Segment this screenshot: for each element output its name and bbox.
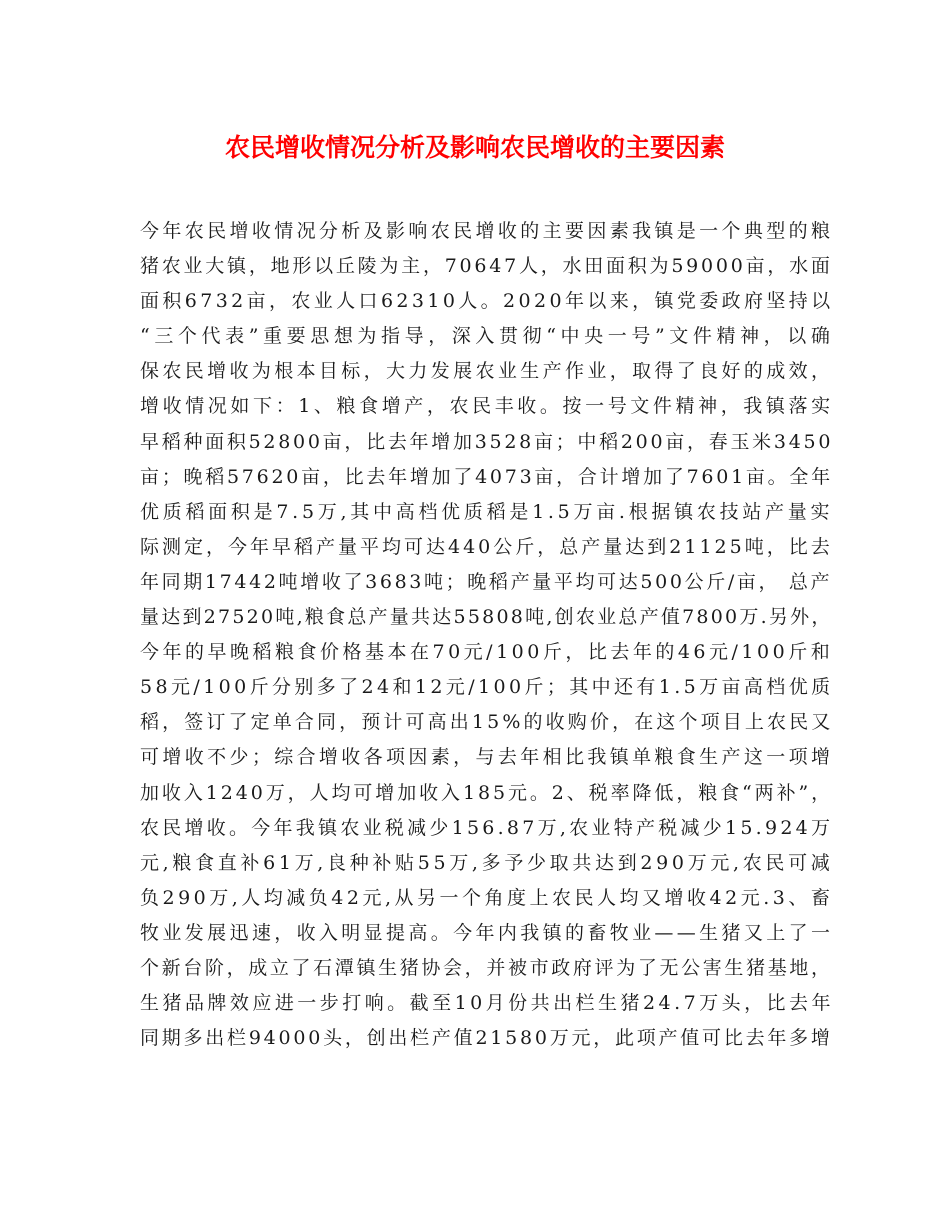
body-line: 增收情况如下：1、粮食增产，农民丰收。按一号文件精神，我镇落实 [140, 395, 834, 418]
body-line: 年同期17442吨增收了3683吨；晚稻产量平均可达500公斤/亩， 总产 [140, 570, 833, 593]
body-line: 生猪品牌效应进一步打响。截至10月份共出栏生猪24.7万头，比去年 [140, 992, 834, 1015]
body-line: 农民增收。今年我镇农业税减少156.87万,农业特产税减少15.924万 [140, 816, 834, 839]
document-body [140, 214, 835, 1056]
document-title: 农民增收情况分析及影响农民增收的主要因素 [224, 133, 725, 162]
body-line: 猪农业大镇，地形以丘陵为主，70647人，水田面积为59000亩，水面 [140, 255, 833, 278]
body-line: 际测定，今年早稻产量平均可达440公斤，总产量达到21125吨，比去 [140, 535, 833, 558]
body-line: 稻，签订了定单合同，预计可高出15%的收购价，在这个项目上农民又 [140, 711, 834, 734]
body-line: 量达到27520吨,粮食总产量共达55808吨,创农业总产值7800万.另外， [140, 606, 833, 629]
body-line: 元,粮食直补61万,良种补贴55万,多予少取共达到290万元,农民可减 [140, 851, 834, 874]
body-line: 个新台阶，成立了石潭镇生猪协会，并被市政府评为了无公害生猪基地， [140, 956, 833, 979]
body-line: 面积6732亩，农业人口62310人。2020年以来，镇党委政府坚持以 [140, 290, 834, 313]
body-line: 今年农民增收情况分析及影响农民增收的主要因素我镇是一个典型的粮 [140, 220, 834, 242]
body-line: 可增收不少；综合增收各项因素，与去年相比我镇单粮食生产这一项增 [140, 746, 834, 769]
body-line: 加收入1240万，人均可增加收入185元。2、税率降低，粮食“两补”， [140, 781, 834, 804]
body-line: 58元/100斤分别多了24和12元/100斤；其中还有1.5万亩高档优质 [140, 676, 834, 699]
body-line: 亩；晚稻57620亩，比去年增加了4073亩，合计增加了7601亩。全年 [140, 465, 833, 488]
body-line: 同期多出栏94000头，创出栏产值21580万元，此项产值可比去年多增 [140, 1027, 833, 1050]
body-line: 今年的早晚稻粮食价格基本在70元/100斤，比去年的46元/100斤和 [140, 641, 834, 664]
body-line: 早稻种面积52800亩，比去年增加3528亩；中稻200亩，春玉米3450 [140, 430, 834, 453]
body-line: 负290万,人均减负42元,从另一个角度上农民人均又增收42元.3、畜 [140, 886, 834, 909]
body-line: 牧业发展迅速，收入明显提高。今年内我镇的畜牧业——生猪又上了一 [140, 921, 834, 944]
body-line: 优质稻面积是7.5万,其中高档优质稻是1.5万亩.根据镇农技站产量实 [140, 500, 834, 523]
body-line: “三个代表”重要思想为指导，深入贯彻“中央一号”文件精神，以确 [140, 325, 835, 348]
body-line: 保农民增收为根本目标，大力发展农业生产作业，取得了良好的成效， [140, 360, 834, 383]
